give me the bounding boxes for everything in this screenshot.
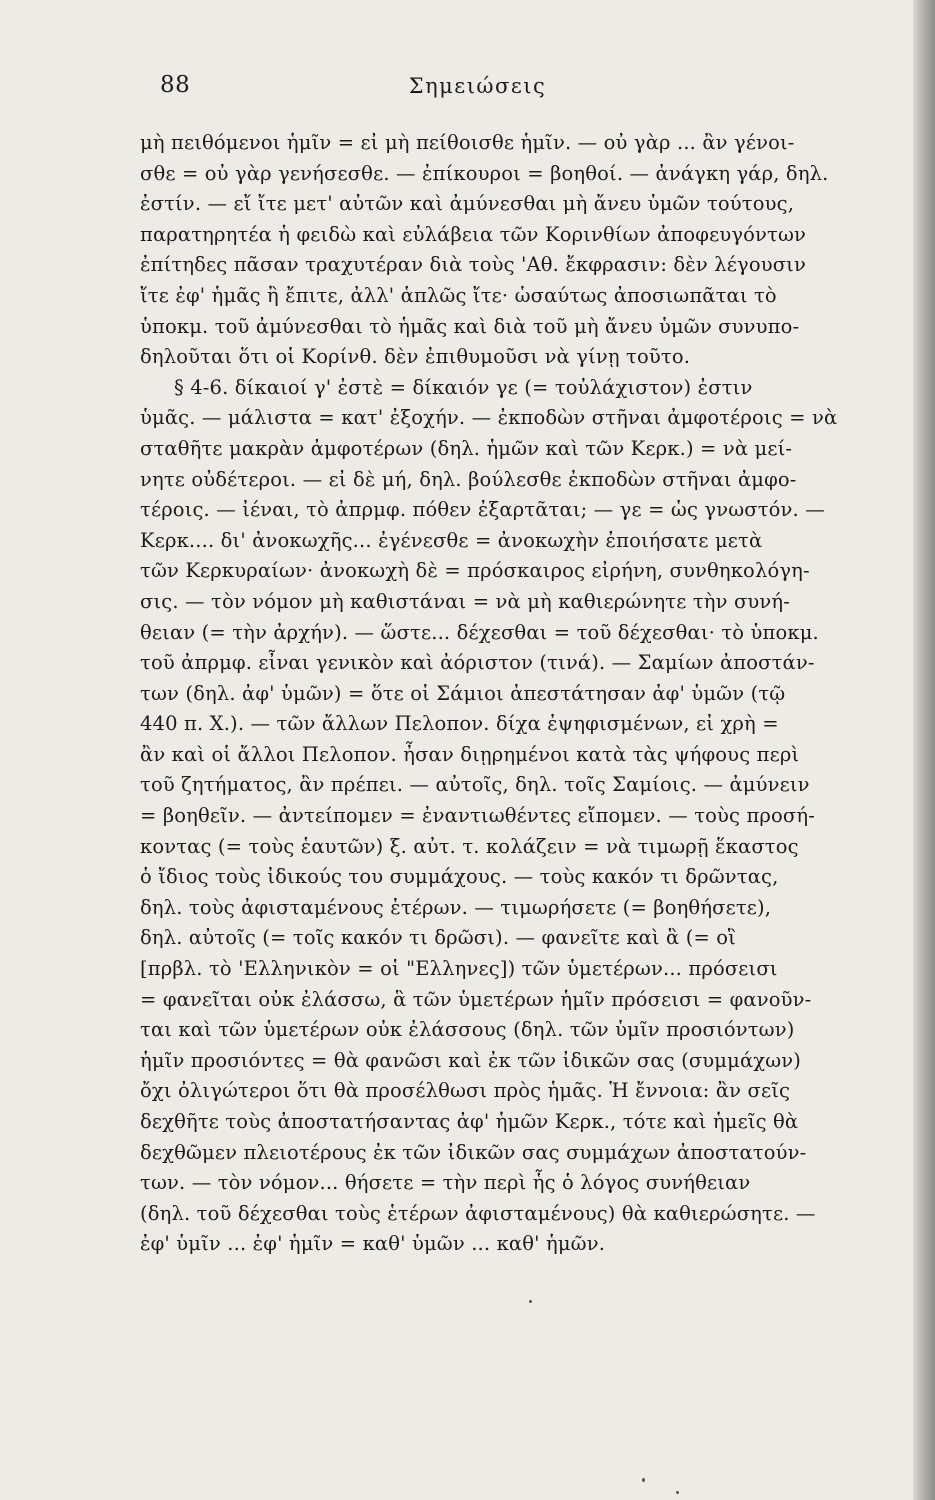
text-line: Κερκ.... δι' ἀνοκωχῆς... ἐγένεσθε = ἀνοκωχὴν ἐποιήσατε μετὰ	[140, 528, 763, 552]
text-line: δηλοῦται ὅτι οἱ Κορίνθ. δὲν ἐπιθυμοῦσι νὰ γίνῃ τοῦτο.	[140, 345, 691, 369]
text-line: [πρβλ. τὸ 'Ελληνικὸν = οἱ "Ελληνες]) τῶν ὑμετέρων... πρόσεισι	[140, 957, 778, 981]
text-line: των. — τὸν νόμον... θήσετε = τὴν περὶ ἧς ὁ λόγος συνήθειαν	[140, 1171, 751, 1195]
text-line: σις. — τὸν νόμον μὴ καθιστάναι = νὰ μὴ καθιερώνητε τὴν συνή-	[140, 589, 791, 613]
notes-body	[140, 128, 880, 1260]
text-line: ὑμᾶς. — μάλιστα = κατ' ἐξοχήν. — ἐκποδὼν στῆναι ἀμφοτέροις = νὰ	[140, 406, 838, 430]
text-line: = βοηθεῖν. — ἀντείπομεν = ἐναντιωθέντες εἴπομεν. — τοὺς προσή-	[140, 804, 815, 828]
text-line: των (δηλ. ἀφ' ὑμῶν) = ὅτε οἱ Σάμιοι ἀπεστάτησαν ἀφ' ὑμῶν (τῷ	[140, 681, 786, 705]
text-line: ται καὶ τῶν ὑμετέρων οὐκ ἐλάσσους (δηλ. τῶν ὑμῖν προσιόντων)	[140, 1018, 795, 1042]
text-line: δηλ. αὐτοῖς (= τοῖς κακόν τι δρῶσι). — φανεῖτε καὶ ἃ (= οἳ	[140, 926, 736, 950]
text-line: σθε = οὐ γὰρ γενήσεσθε. — ἐπίκουροι = βοηθοί. — ἀνάγκη γάρ, δηλ.	[140, 161, 829, 185]
text-line: ἐπίτηδες πᾶσαν τραχυτέραν διὰ τοὺς 'Αθ. ἔκφρασιν: δὲν λέγουσιν	[140, 253, 806, 277]
text-line: ὁ ἴδιος τοὺς ἰδικούς του συμμάχους. — τοὺς κακόν τι δρῶντας,	[140, 865, 779, 889]
text-line: ἂν καὶ οἱ ἄλλοι Πελοπον. ἦσαν διῃρημένοι κατὰ τὰς ψήφους περὶ	[140, 742, 800, 766]
text-line: τοῦ ἀπρμφ. εἶναι γενικὸν καὶ ἀόριστον (τινά). — Σαμίων ἀποστάν-	[140, 651, 815, 675]
text-line: θειαν (= τὴν ἀρχήν). — ὥστε... δέχεσθαι = τοῦ δέχεσθαι· τὸ ὑποκμ.	[140, 620, 819, 644]
text-line: δεχθῶμεν πλειοτέρους ἐκ τῶν ἰδικῶν σας συμμάχων ἀποστατούν-	[140, 1140, 807, 1164]
text-line: ἐστίν. — εἴ ἴτε μετ' αὐτῶν καὶ ἀμύνεσθαι μὴ ἄνευ ὑμῶν τούτους,	[140, 192, 795, 216]
page-number: 88	[160, 72, 191, 98]
text-line: σταθῆτε μακρὰν ἀμφοτέρων (δηλ. ἡμῶν καὶ τῶν Κερκ.) = νὰ μεί-	[140, 436, 793, 460]
text-line: ὑποκμ. τοῦ ἀμύνεσθαι τὸ ἡμᾶς καὶ διὰ τοῦ μὴ ἄνευ ὑμῶν συνυπο-	[140, 314, 800, 338]
text-line: κοντας (= τοὺς ἑαυτῶν) ξ. αὐτ. τ. κολάζειν = νὰ τιμωρῇ ἕκαστος	[140, 834, 799, 858]
paper-speck	[529, 1300, 532, 1303]
text-line: ὄχι ὀλιγώτεροι ὅτι θὰ προσέλθωσι πρὸς ἡμᾶς. Ἡ ἔννοια: ἂν σεῖς	[140, 1079, 791, 1103]
text-line: παρατηρητέα ἡ φειδὼ καὶ εὐλάβεια τῶν Κορινθίων ἀποφευγόντων	[140, 222, 807, 246]
text-line: = φανεῖται οὐκ ἐλάσσω, ἃ τῶν ὑμετέρων ἡμῖν πρόσεισι = φανοῦν-	[140, 987, 812, 1011]
text-line: μὴ πειθόμενοι ἡμῖν = εἰ μὴ πείθοισθε ἡμῖν. — οὐ γὰρ ... ἂν γένοι-	[140, 131, 795, 154]
running-head-title: Σημειώσεις	[408, 74, 547, 98]
page-edge-shadow	[913, 0, 935, 1500]
section-line: § 4-6. δίκαιοί γ' ἐστὲ = δίκαιόν γε (= τοὐλάχιστον) ἐστιν	[174, 375, 753, 399]
text-line: τοῦ ζητήματος, ἂν πρέπει. — αὐτοῖς, δηλ. τοῖς Σαμίοις. — ἀμύνειν	[140, 773, 810, 797]
text-line: 440 π. Χ.). — τῶν ἄλλων Πελοπον. δίχα ἐψηφισμένων, εἰ χρὴ =	[140, 712, 779, 736]
text-line: ἡμῖν προσιόντες = θὰ φανῶσι καὶ ἐκ τῶν ἰδικῶν σας (συμμάχων)	[140, 1048, 802, 1072]
text-line: δεχθῆτε τοὺς ἀποστατήσαντας ἀφ' ἡμῶν Κερκ., τότε καὶ ἡμεῖς θὰ	[140, 1110, 799, 1133]
text-line: (δηλ. τοῦ δέχεσθαι τοὺς ἑτέρων ἀφισταμένους) θὰ καθιερώσητε. —	[140, 1201, 816, 1225]
text-line: νητε οὐδέτεροι. — εἰ δὲ μή, δηλ. βούλεσθε ἐκποδὼν στῆναι ἀμφο-	[140, 467, 797, 491]
text-line: δηλ. τοὺς ἀφισταμένους ἑτέρων. — τιμωρήσετε (= βοηθήσετε),	[140, 895, 772, 919]
text-line: ἐφ' ὑμῖν ... ἐφ' ἡμῖν = καθ' ὑμῶν ... καθ' ἡμῶν.	[140, 1232, 606, 1256]
text-line: τῶν Κερκυραίων· ἀνοκωχὴ δὲ = πρόσκαιρος εἰρήνη, συνθηκολόγη-	[140, 559, 810, 583]
text-line: ἴτε ἐφ' ἡμᾶς ἢ ἔπιτε, ἀλλ' ἁπλῶς ἴτε· ὡσαύτως ἀποσιωπᾶται τὸ	[140, 283, 777, 307]
paper-speck	[676, 1491, 679, 1494]
paper-speck	[642, 1478, 645, 1482]
text-line: τέροις. — ἰέναι, τὸ ἀπρμφ. πόθεν ἐξαρτᾶται; — γε = ὡς γνωστόν. —	[140, 498, 825, 522]
